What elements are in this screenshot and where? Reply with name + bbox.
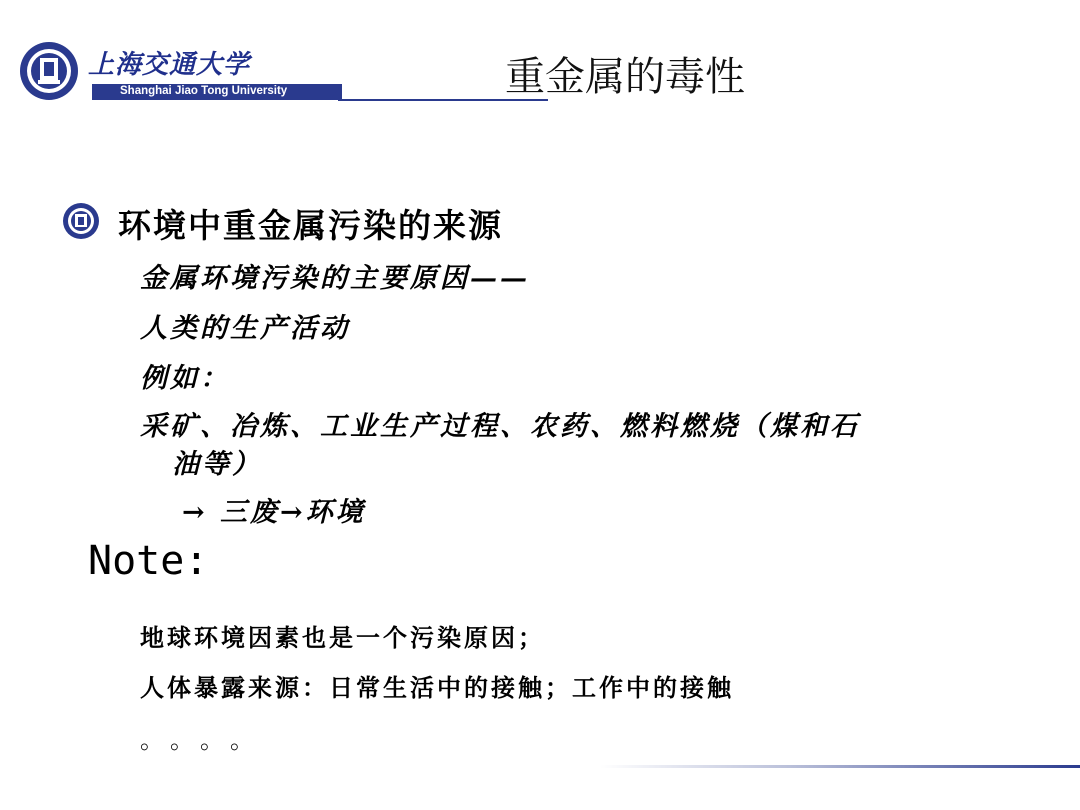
footer-rule xyxy=(600,765,1080,768)
university-name-cn: 上海交通大学 xyxy=(88,50,251,80)
note-label: Note: xyxy=(88,538,209,584)
text-line: → 三废→环境 xyxy=(182,497,366,528)
university-name-en: Shanghai Jiao Tong University xyxy=(120,85,288,97)
banner-tail xyxy=(330,84,342,100)
section-heading: 环境中重金属污染的来源 xyxy=(118,206,503,245)
slide-title: 重金属的毒性 xyxy=(505,54,745,100)
university-logo-icon xyxy=(18,40,80,102)
text-line: 人类的生产活动 xyxy=(140,313,350,344)
text-line: 采矿、冶炼、工业生产过程、农药、燃料燃烧（煤和石 xyxy=(140,411,860,442)
text-line: 例如： xyxy=(140,363,230,394)
ellipsis-dots: 。。。。 xyxy=(140,726,272,754)
note-line: 人体暴露来源：日常生活中的接触；工作中的接触 xyxy=(140,674,734,702)
note-line: 地球环境因素也是一个污染原因； xyxy=(140,624,545,652)
text-line: 油等） xyxy=(172,449,262,480)
bullet-logo-icon xyxy=(62,202,100,240)
text-line: 金属环境污染的主要原因—— xyxy=(140,263,530,294)
